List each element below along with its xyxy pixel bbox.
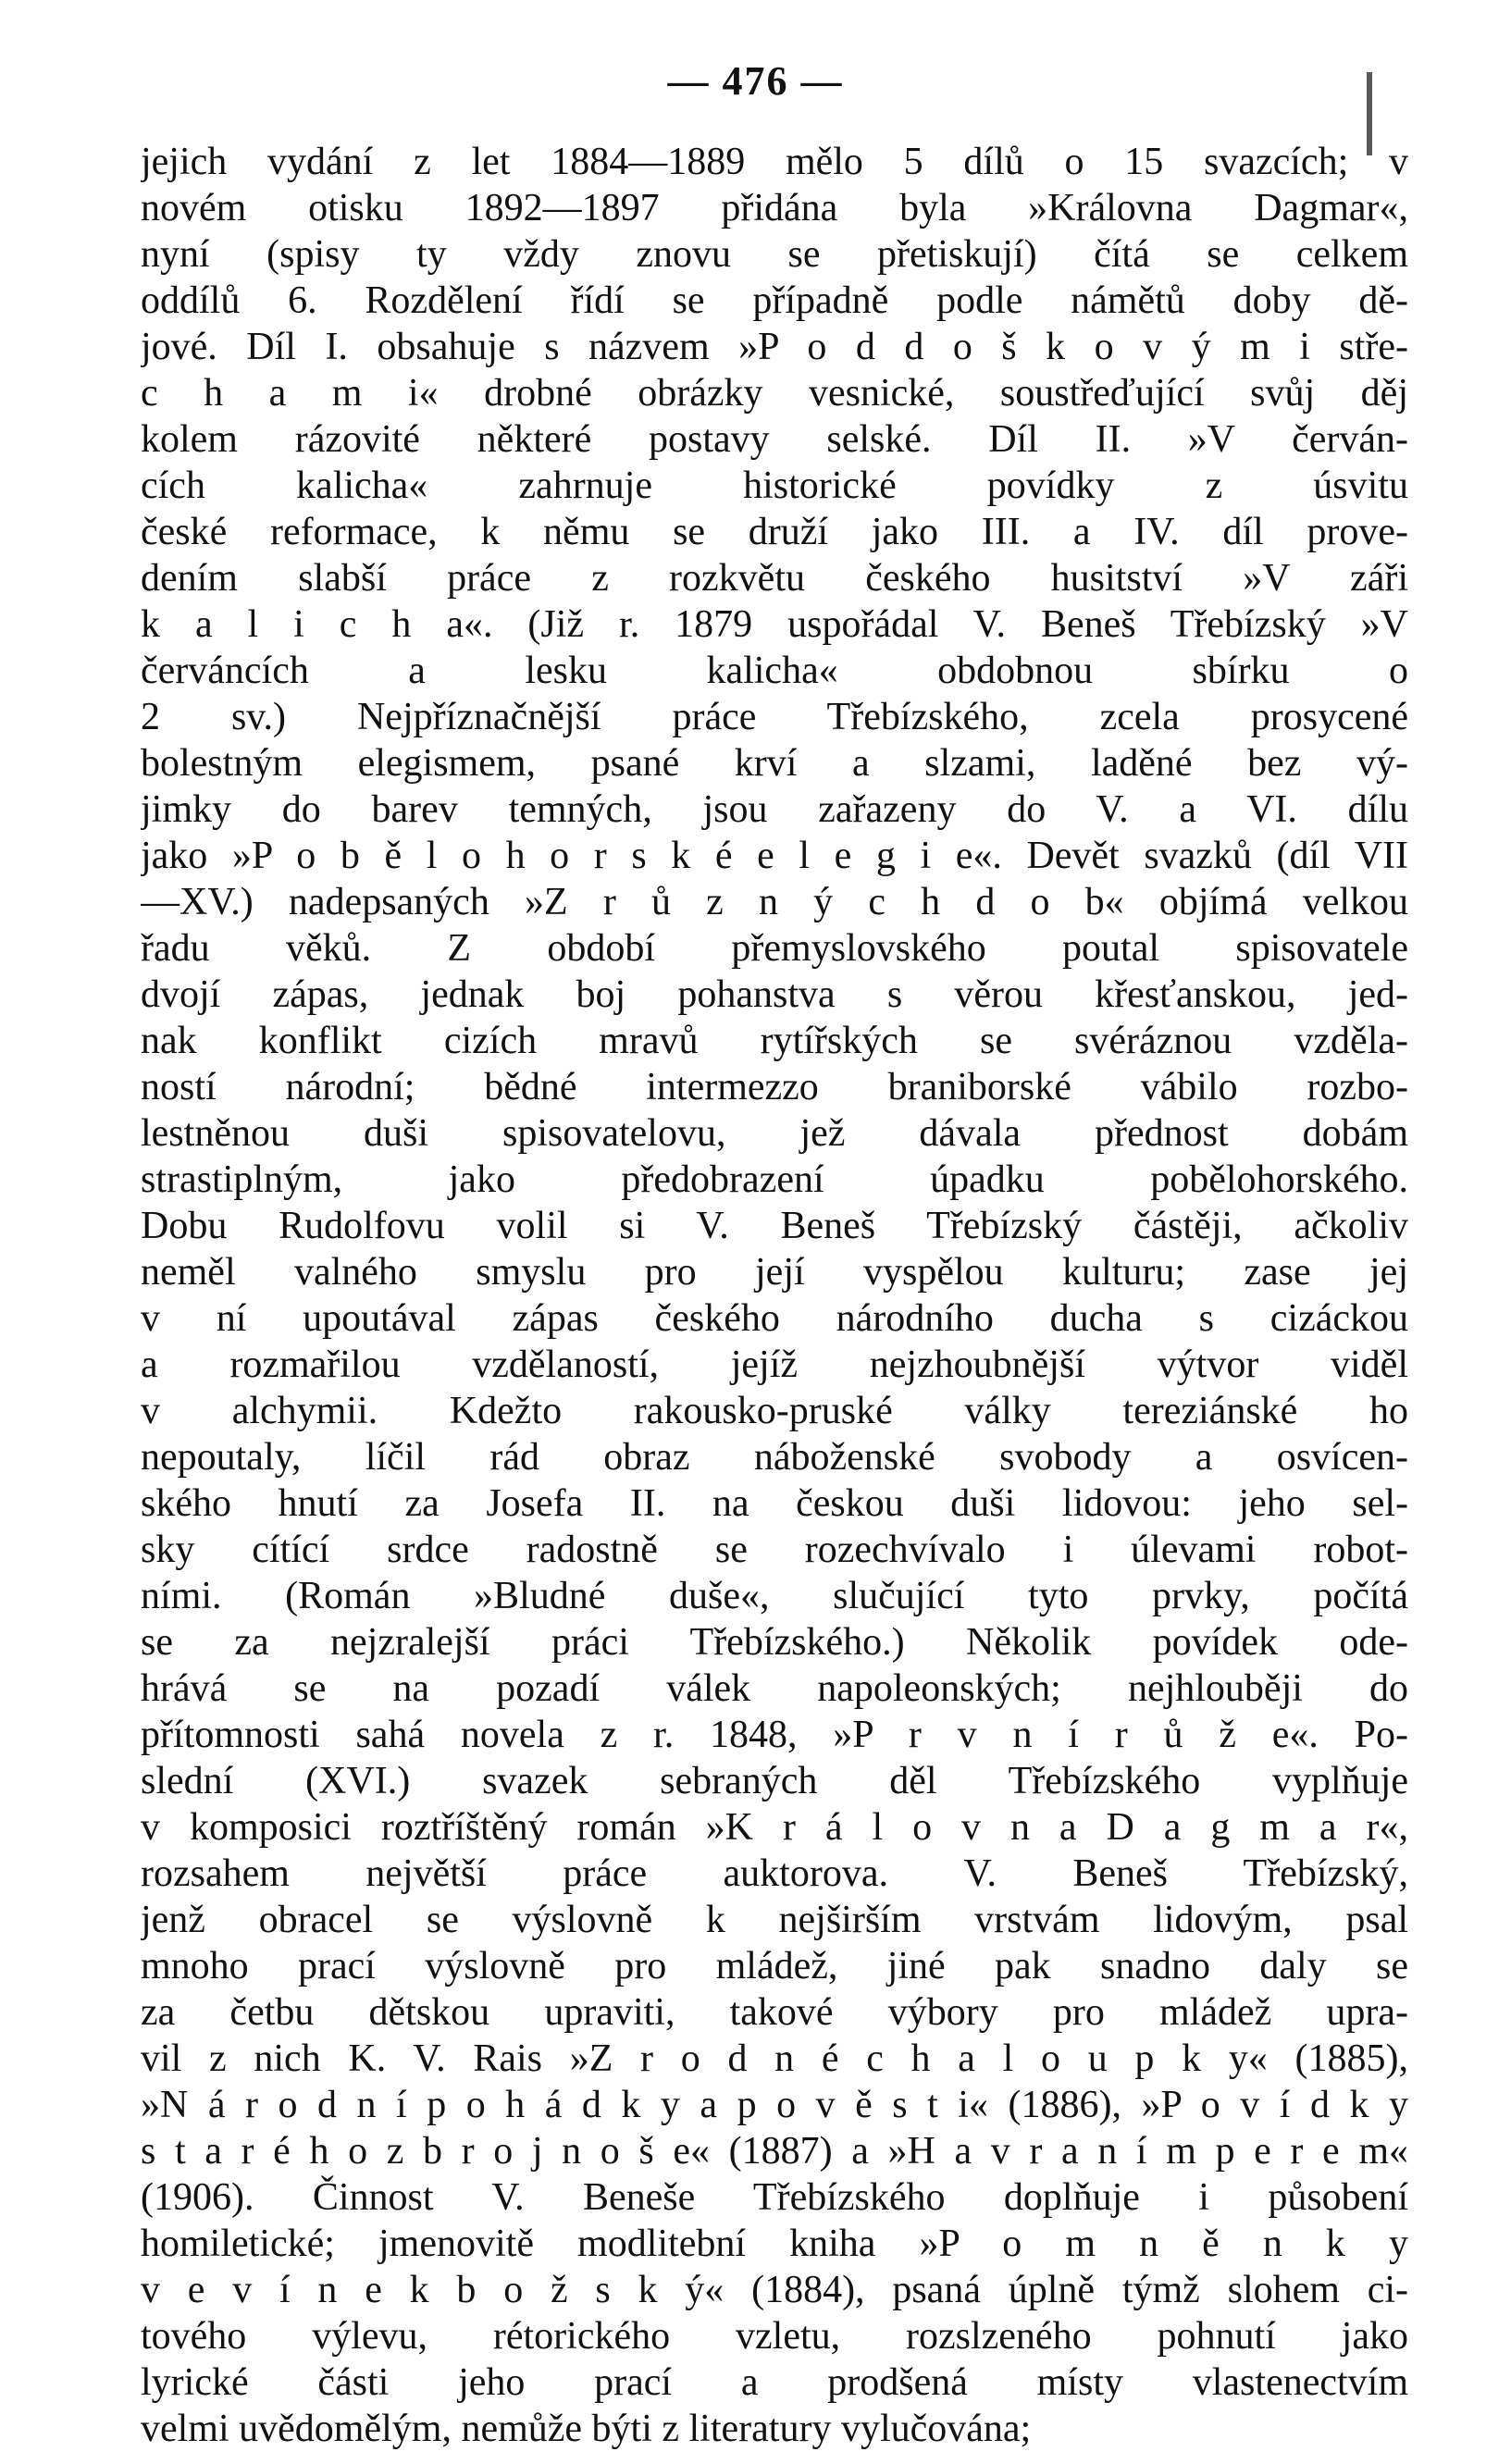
text-line: ními. (Román »Bludné duše«, slučující tyto prvky, počítá bbox=[141, 1575, 1408, 1617]
text-line: lestněnou duši spisovatelovu, jež dávala přednost dobám bbox=[141, 1112, 1408, 1155]
text-line: ského hnutí za Josefa II. na českou duši lidovou: jeho sel- bbox=[141, 1482, 1408, 1525]
text-line: za četbu dětskou upraviti, takové výbory pro mládež upra- bbox=[141, 1991, 1408, 2034]
text-line: k a l i c h a«. (Již r. 1879 uspořádal V. Beneš Třebízský »V bbox=[141, 603, 1408, 646]
text-line: oddílů 6. Rozdělení řídí se případně podle námětů doby dě- bbox=[141, 279, 1408, 322]
text-line: neměl valného smyslu pro její vyspělou kulturu; zase jej bbox=[141, 1251, 1408, 1294]
text-line: jejich vydání z let 1884—1889 mělo 5 dílů o 15 svazcích; v bbox=[141, 141, 1408, 183]
text-line: Dobu Rudolfovu volil si V. Beneš Třebízský částěji, ačkoliv bbox=[141, 1205, 1408, 1247]
text-line: bolestným elegismem, psané krví a slzami, laděné bez vý- bbox=[141, 742, 1408, 785]
text-line: kolem rázovité některé postavy selské. Díl II. »V červán- bbox=[141, 418, 1408, 461]
text-line: jové. Díl I. obsahuje s názvem »P o d d o š k o v ý m i stře- bbox=[141, 326, 1408, 368]
text-line: tového výlevu, rétorického vzletu, rozslzeného pohnutí jako bbox=[141, 2315, 1408, 2358]
text-line: nak konflikt cizích mravů rytířských se svéráznou vzděla- bbox=[141, 1020, 1408, 1062]
text-line: cích kalicha« zahrnuje historické povídky z úsvitu bbox=[141, 464, 1408, 507]
text-line: se za nejzralejší práci Třebízského.) Několik povídek ode- bbox=[141, 1621, 1408, 1664]
text-line: velmi uvědomělým, nemůže býti z literatury vylučována; bbox=[141, 2408, 1032, 2450]
text-line: české reformace, k němu se druží jako III. a IV. díl prove- bbox=[141, 511, 1408, 553]
text-line: červáncích a lesku kalicha« obdobnou sbírku o bbox=[141, 650, 1408, 692]
text-line: —XV.) nadepsaných »Z r ů z n ý c h d o b« objímá velkou bbox=[141, 881, 1408, 923]
text-line: přítomnosti sahá novela z r. 1848, »P r v n í r ů ž e«. Po- bbox=[141, 1714, 1408, 1756]
text-line: ností národní; bědné intermezzo braniborské vábilo rozbo- bbox=[141, 1066, 1408, 1108]
text-line: a rozmařilou vzdělaností, jejíž nejzhoubnější výtvor viděl bbox=[141, 1343, 1408, 1386]
text-line: »N á r o d n í p o h á d k y a p o v ě s t i« (1886), »P o v í d k y bbox=[141, 2084, 1408, 2126]
text-line: vil z nich K. V. Rais »Z r o d n é c h a l o u p k y« (1885), bbox=[141, 2037, 1408, 2080]
page-number: — 476 — bbox=[667, 58, 844, 104]
text-line: dvojí zápas, jednak boj pohanstva s věrou křesťanskou, jed- bbox=[141, 973, 1408, 1016]
text-line: dením slabší práce z rozkvětu českého husitství »V záři bbox=[141, 557, 1408, 600]
text-line: v komposici roztříštěný román »K r á l o v n a D a g m a r«, bbox=[141, 1806, 1408, 1849]
text-line: rozsahem největší práce auktorova. V. Beneš Třebízský, bbox=[141, 1852, 1408, 1895]
text-line: mnoho prací výslovně pro mládež, jiné pak snadno daly se bbox=[141, 1945, 1408, 1987]
text-line: strastiplným, jako předobrazení úpadku pobělohorského. bbox=[141, 1158, 1408, 1201]
text-line: jimky do barev temných, jsou zařazeny do V. a VI. dílu bbox=[141, 788, 1408, 831]
text-line: c h a m i« drobné obrázky vesnické, soustřeďující svůj děj bbox=[141, 372, 1408, 415]
text-line: nyní (spisy ty vždy znovu se přetiskují) čítá se celkem bbox=[141, 233, 1408, 276]
text-line: v ní upoutával zápas českého národního ducha s cizáckou bbox=[141, 1297, 1408, 1340]
text-line: řadu věků. Z období přemyslovského poutal spisovatele bbox=[141, 927, 1408, 970]
text-line: v alchymii. Kdežto rakousko-pruské války tereziánské ho bbox=[141, 1390, 1408, 1432]
text-line: hrává se na pozadí válek napoleonských; nejhlouběji do bbox=[141, 1667, 1408, 1710]
text-line: 2 sv.) Nejpříznačnější práce Třebízského, zcela prosycené bbox=[141, 696, 1408, 738]
body-text bbox=[141, 139, 1408, 2452]
text-line: v e v í n e k b o ž s k ý« (1884), psaná úplně týmž slohem ci- bbox=[141, 2269, 1408, 2311]
text-line: jako »P o b ě l o h o r s k é e l e g i e«. Devět svazků (díl VII bbox=[141, 835, 1408, 877]
text-line: lyrické části jeho prací a prodšená místy vlastenectvím bbox=[141, 2361, 1408, 2404]
text-line: sky cítící srdce radostně se rozechvívalo i úlevami robot- bbox=[141, 1529, 1408, 1571]
text-line: (1906). Činnost V. Beneše Třebízského doplňuje i působení bbox=[141, 2176, 1408, 2219]
text-line: jenž obracel se výslovně k nejširším vrstvám lidovým, psal bbox=[141, 1899, 1408, 1941]
text-line: homiletické; jmenovitě modlitební kniha »P o m n ě n k y bbox=[141, 2223, 1408, 2265]
text-line: s t a r é h o z b r o j n o š e« (1887) a »H a v r a n í m p e r e m« bbox=[141, 2130, 1408, 2173]
text-line: novém otisku 1892—1897 přidána byla »Královna Dagmar«, bbox=[141, 187, 1408, 229]
text-line: slední (XVI.) svazek sebraných děl Třebízského vyplňuje bbox=[141, 1760, 1408, 1802]
text-line: nepoutaly, líčil rád obraz náboženské svobody a osvícen- bbox=[141, 1436, 1408, 1479]
